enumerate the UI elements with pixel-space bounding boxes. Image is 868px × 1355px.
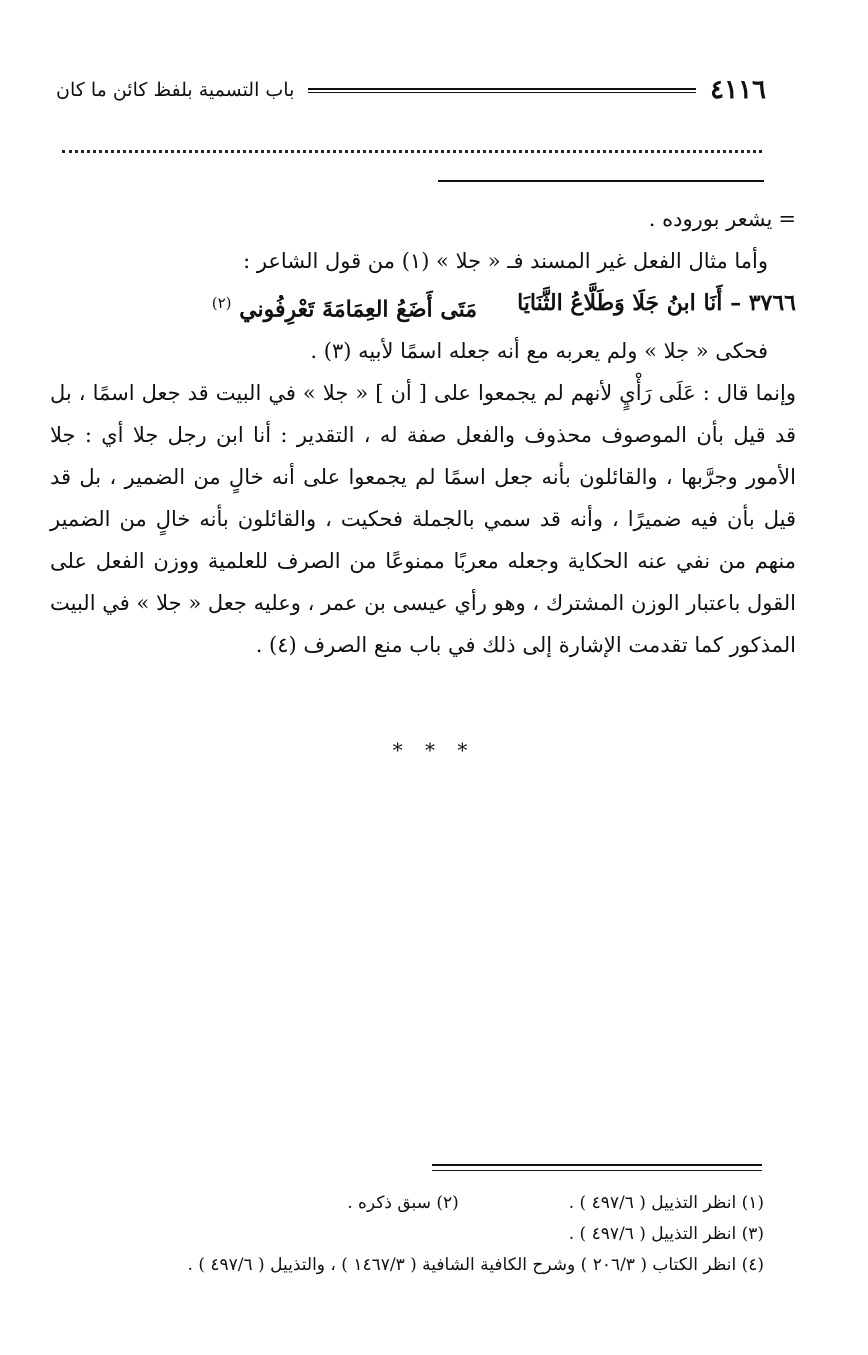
- after-verse-line: فحكى « جلا » ولم يعربه مع أنه جعله اسمًا لأبيه (٣) .: [310, 339, 768, 364]
- footnote-row: [80, 1250, 764, 1281]
- main-text: [50, 198, 796, 666]
- verse-second-hemistich: [212, 282, 477, 330]
- footnote-row: [80, 1219, 764, 1250]
- running-title: باب التسمية بلفظ كائن ما كان: [56, 79, 295, 101]
- page-header: [56, 70, 766, 110]
- footnote-2: (٢) سبق ذكره .: [347, 1193, 459, 1213]
- footnotes: [80, 1188, 764, 1281]
- verse-line: [50, 282, 796, 330]
- intro-line: وأما مثال الفعل غير المسند فـ « جلا » (١) من قول الشاعر :: [243, 249, 768, 273]
- verse-second-half: مَتَى أَضَعُ العِمَامَةَ تَعْرِفُوني: [239, 296, 478, 323]
- page-number: ٤١١٦: [710, 75, 766, 105]
- section-stars: * * *: [392, 738, 476, 762]
- footnote-row: [80, 1188, 764, 1219]
- main-paragraph: وإنما قال : عَلَى رَأْيٍ لأنهم لم يجمعوا على [ أن ] « جلا » في البيت قد جعل اسمًا ، بل قد قيل بأن الموصوف محذوف والفعل صفة له ، التقدير : أنا ابن رجل جلا أي : جلا الأمور وجرَّبها ، والقائلون بأنه جعل اسمًا لم يجمعوا على أنه خالٍ من الضمير ، بل قد قيل بأن فيه ضميرًا ، وأنه قد سمي بالجملة فحكيت ، والقائلون بأنه خالٍ من الضمير منهم من نفي عنه الحكاية وجعله معربًا ممنوعًا من الصرف للعلمية ووزن الفعل على القول باعتبار الوزن المشترك ، وهو رأي عيسى بن عمر ، وعليه جعل « جلا » في البيت المذكور كما تقدمت الإشارة إلى ذلك في باب منع الصرف (٤) .: [50, 381, 796, 658]
- footnote-3: (٣) انظر التذييل ( ٤٩٧/٦ ) .: [568, 1224, 764, 1244]
- footnote-4: (٤) انظر الكتاب ( ٢٠٦/٣ ) وشرح الكافية الشافية ( ١٤٦٧/٣ ) ، والتذييل ( ٤٩٧/٦ ) .: [187, 1255, 764, 1275]
- verse-first-hemistich: [517, 282, 796, 330]
- dotted-separator: [62, 150, 762, 153]
- continuation-mark: =: [778, 207, 796, 231]
- footnote-rule-thin: [432, 1170, 762, 1171]
- continuation-line: [50, 198, 796, 240]
- header-rule: [308, 88, 696, 93]
- footnote-rule: [432, 1164, 762, 1166]
- verse-first-half: أَنَا ابنُ جَلَا وَطَلَّاعُ الثَّنَايَا: [517, 290, 723, 316]
- footnote-1: (١) انظر التذييل ( ٤٩٧/٦ ) .: [568, 1193, 764, 1213]
- verse-footnote-ref: (٢): [211, 294, 232, 312]
- section-rule: [438, 180, 764, 182]
- verse-number: ٣٧٦٦ –: [730, 290, 796, 316]
- continuation-text: يشعر بوروده .: [648, 207, 773, 231]
